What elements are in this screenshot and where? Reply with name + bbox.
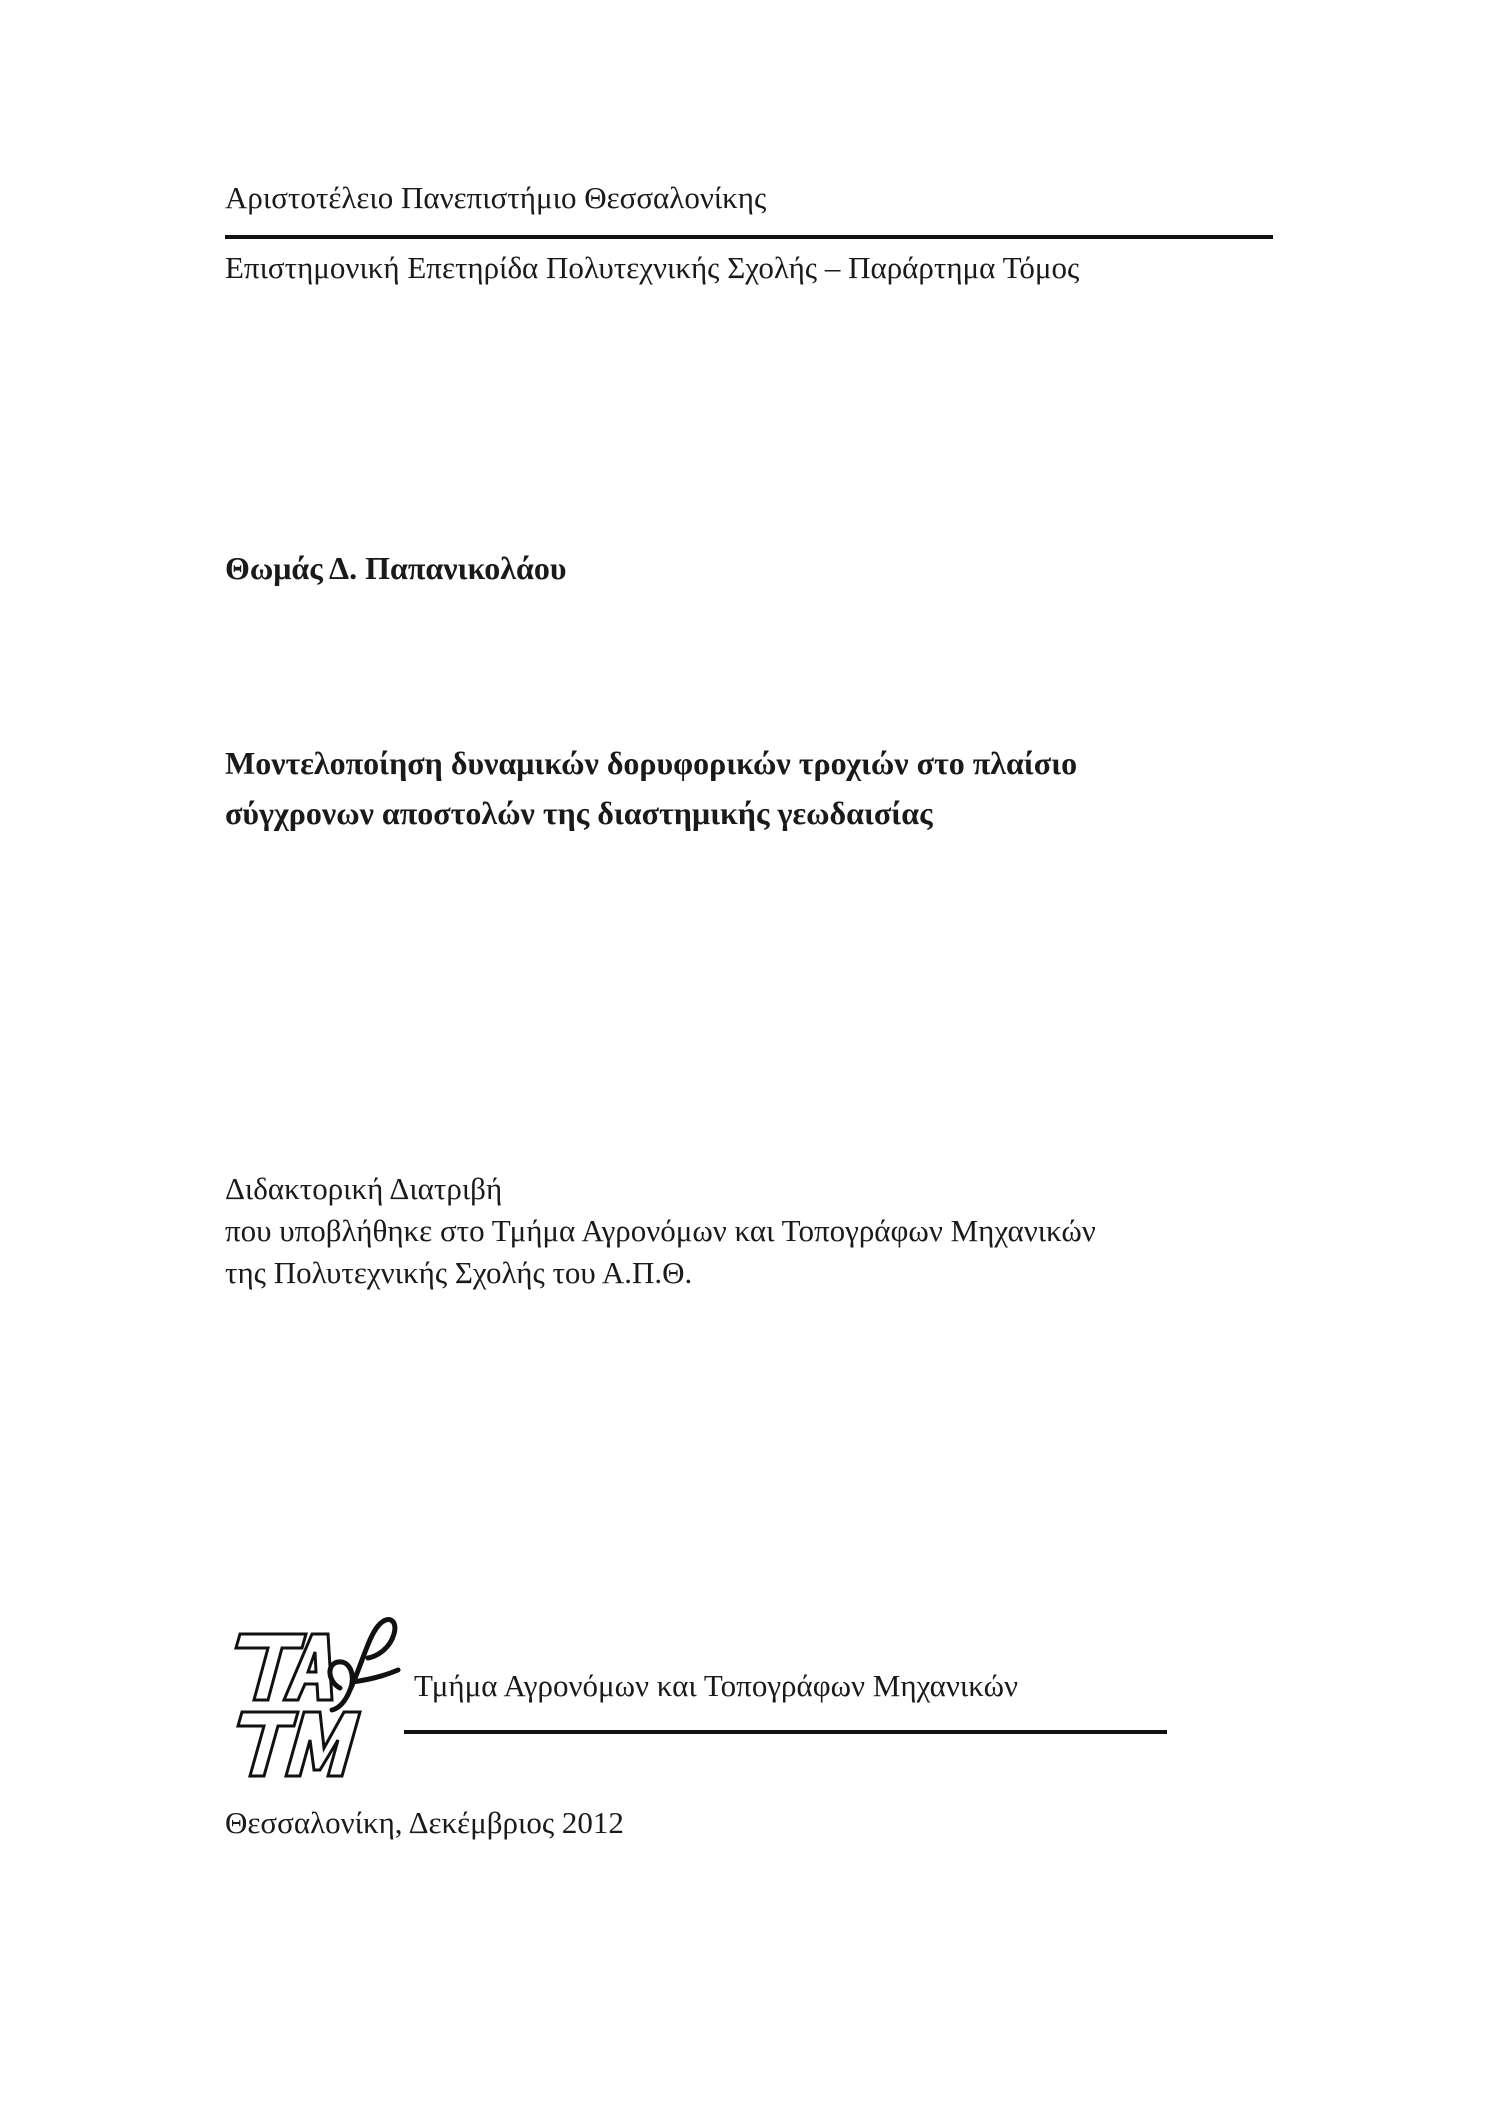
- title-line-1: Μοντελοποίηση δυναμικών δορυφορικών τροχιών στο πλαίσιο: [225, 745, 1078, 781]
- thesis-submission: που υποβλήθηκε στο Τμήμα Αγρονόμων και Τοπογράφων Μηχανικών: [225, 1213, 1096, 1248]
- author-name: Θωμάς Δ. Παπανικολάου: [225, 550, 567, 586]
- series-name: Επιστημονική Επετηρίδα Πολυτεχνικής Σχολής – Παράρτημα Τόμος: [225, 250, 1080, 285]
- tath-tm-logo-icon: [228, 1612, 403, 1782]
- thesis-school: της Πολυτεχνικής Σχολής του Α.Π.Θ.: [225, 1255, 693, 1290]
- department-rule: [404, 1730, 1167, 1734]
- header-rule: [225, 235, 1273, 239]
- place-date: Θεσσαλονίκη, Δεκέμβριος 2012: [225, 1805, 624, 1840]
- university-name: Αριστοτέλειο Πανεπιστήμιο Θεσσαλονίκης: [225, 180, 767, 215]
- title-line-2: σύγχρονων αποστολών της διαστημικής γεωδαισίας: [225, 795, 933, 831]
- department-name: Τμήμα Αγρονόμων και Τοπογράφων Μηχανικών: [414, 1668, 1019, 1703]
- thesis-type: Διδακτορική Διατριβή: [225, 1171, 503, 1206]
- department-logo: [228, 1612, 403, 1782]
